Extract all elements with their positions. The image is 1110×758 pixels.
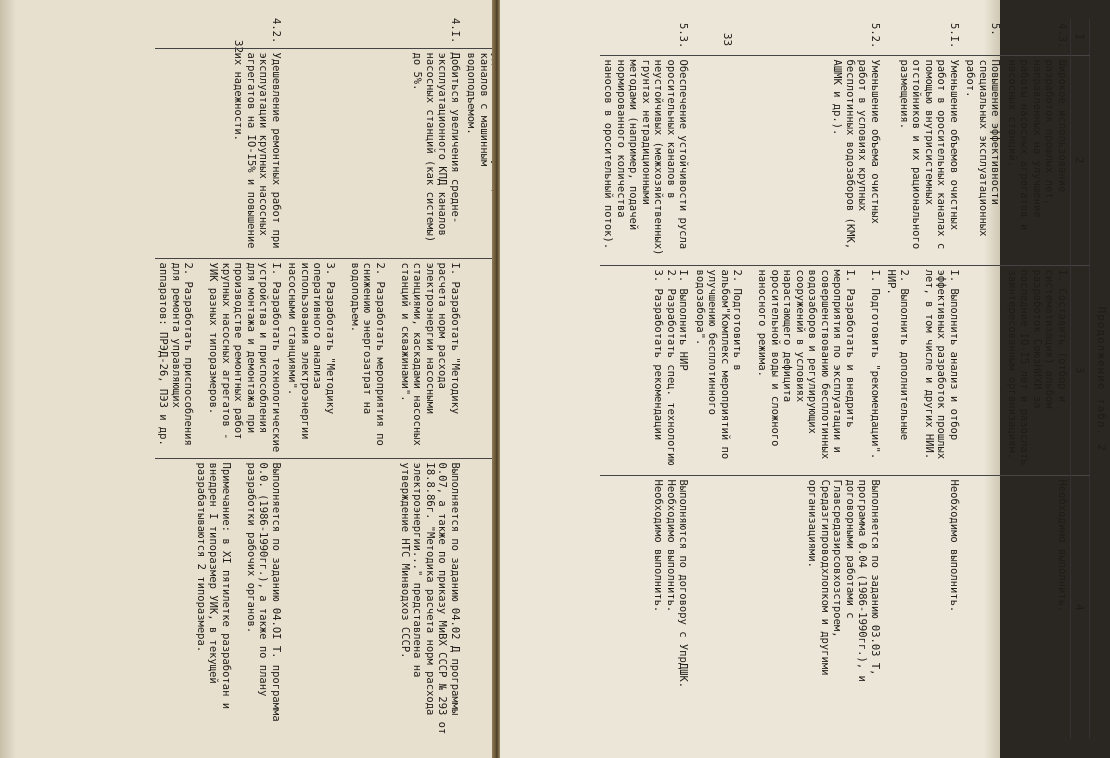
- table-row: [155, 14, 284, 744]
- row-number: 4.I.: [284, 14, 463, 48]
- row-status: Необходимо выполнить.: [948, 479, 960, 613]
- right-table-header-row: [1071, 19, 1090, 739]
- row-status: Выполняется по заданию 04.OI Т. программа 0.0. (1986-1990гг.), а также по плану разработки рабочих органов. Примечание: в XI пятилетке разработан и внедрен I типоразмер УИК, в текущей разрабатываются 2 типоразмера.: [195, 462, 282, 722]
- row-goal: Повышение эффективности специальных эксплуатационных работ.: [962, 55, 1004, 265]
- row-status: Выполняется по заданию 04.02 Д программы 0.07, а также по приказу МиВХ СССР № 293 от I8.8.86г. "Методика расчета норм расхода электроэнергии..." представлена на утверждение НТС Минводхоз СССР.: [399, 462, 461, 735]
- row-status: Выполняется по заданию 03.03 Т, программа 0.04 (1986-1990гг.), и договорными работами с Главсредазирсовхозстроем, Средазгипроводхлопком и другими организациями.: [806, 479, 881, 682]
- right-table: [600, 19, 1090, 739]
- right-col-header-3: 3: [1071, 265, 1090, 475]
- right-page-number: 33: [721, 32, 735, 47]
- right-col-header-4: 4: [1071, 475, 1090, 739]
- right-col-header-2: 2: [1071, 55, 1090, 265]
- right-col-header-1: I: [1071, 19, 1090, 55]
- right-table-heading: Продолжение табл. 2: [1095, 306, 1108, 452]
- row-number: 5.2.: [692, 19, 884, 55]
- row-goal: Широкое использование разработок прошлых лет, направленных на улучшение работы насосных агрегатов и насосных станций.: [1004, 55, 1071, 265]
- row-measures: I. Выполнить анализ и отбор эффективных разработок прошлых лет, в том числе и других НИИ. 2. Выполнить дополнительные НИР.: [883, 265, 962, 475]
- table-row: [883, 19, 962, 739]
- row-measures: I. Выполнить НИР 2. Разработать спец. технологию 3. Разработать рекомендации: [600, 265, 692, 475]
- row-goal: каналов с машинным водоподъемом.: [463, 48, 517, 258]
- row-measures: I. Разработать "Методику расчета норм расхода электроэнергии насосными станциями, каскадами насосных станций и скважинами". 2. Разработать мероприятия по снижению энергозатрат на водоподъем. 3. Разработать "Методику оперативного анализа использования электроэнергии насосными станциями".: [284, 258, 463, 458]
- row-measures: I. Подготовить "рекомендации". I. Разработать и внедрить мероприятия по эксплуатации и совершенствованию бесплотинных водозаборов и регулирующих сооружений в условиях нарастающего дефицита оросительной воды и сложного наносного режима. 2. Подготовить в альбом"Комплекс мероприятий по улучшению бесплотинного водозабора".: [692, 265, 884, 475]
- table-row: [284, 14, 463, 744]
- row-goal: Добиться увеличения средне-эксплуатационного КПД каналов насосных станций (как системы) до 5%.: [284, 48, 463, 258]
- row-goal: Обеспечение устойчивости русла оросительных каналов в неустойчивых (межхозяйственных) грунтах нетрадиционными методами (например, подачей нормированного количества наносов в оросительный поток).: [600, 55, 692, 265]
- right-page: [500, 0, 1108, 758]
- row-status: [962, 475, 1004, 739]
- table-row: [692, 19, 884, 739]
- row-number: 5.I.: [883, 19, 962, 55]
- row-goal: Удешевление ремонтных работ при эксплуатации крупных насосных агрегатов на IO-I5% и повышение их надежности.: [155, 48, 284, 258]
- row-status: Необходимо выполнить.: [1056, 479, 1068, 613]
- row-measures: I. Составить (отбор и систематизация) альбом разработок СоюзНИХИ за последние IO-I5 лет и разослать заинтересованным организациям.: [1004, 265, 1071, 475]
- table-row: [962, 19, 1004, 739]
- row-status: Выполняются по договору с УпрДШК. Необходимо выполнить. Необходимо выполнить.: [652, 479, 690, 689]
- table-row: [1004, 19, 1071, 739]
- row-number: 5.3.: [600, 19, 692, 55]
- row-measures: I. Разработать технологические устройства и приспособления для монтажа и демонтажа при производстве ремонтных работ крупных насосных агрегатов - УИК разных типоразмеров. 2. Разработать приспособления для ремонта управляющих аппаратов: ПРЭД-26, ПЭЗ и др.: [155, 258, 284, 458]
- row-number: 5.: [962, 19, 1004, 55]
- left-page-edge-shadow: [0, 0, 16, 758]
- row-number: 4.3.: [1004, 19, 1071, 55]
- row-goal: Уменьшение объемов очистных работ в оросительных каналах с помощью внутрисистемных отстойников и их рационального размещения.: [883, 55, 962, 265]
- row-goal: Уменьшение объема очистных работ в условиях крупных бесплотинных водозаборов (КМК, АШМК и др.).: [692, 55, 884, 265]
- row-number: 4.2.: [155, 14, 284, 48]
- right-page-content: [602, 19, 1110, 739]
- row-measures: [962, 265, 1004, 475]
- left-page-number: 32: [232, 39, 246, 54]
- left-page: [0, 0, 492, 758]
- table-row: [600, 19, 692, 739]
- book-spine: [492, 0, 500, 758]
